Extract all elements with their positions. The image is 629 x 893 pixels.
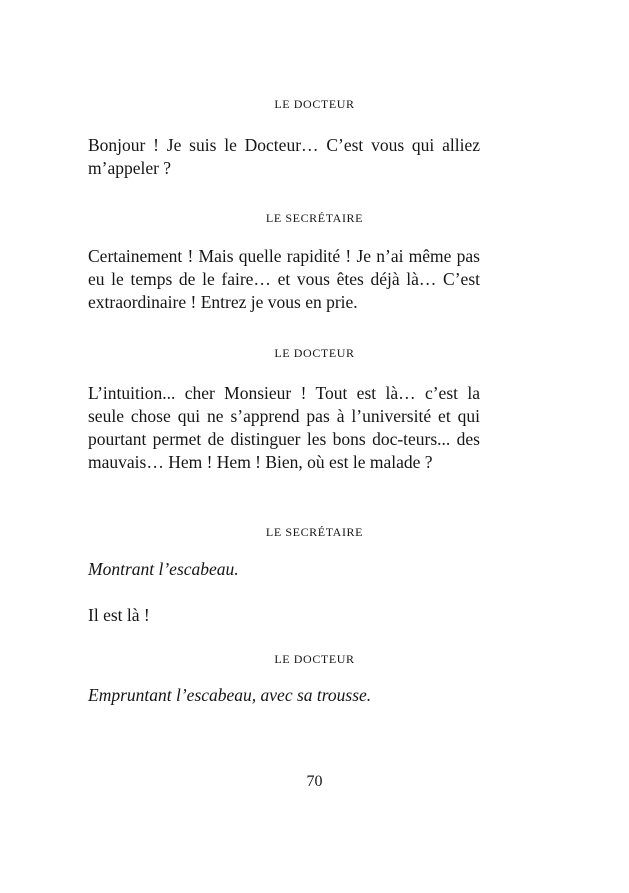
dialogue-text: Il est là !	[88, 605, 150, 625]
speaker-label: LE SECRÉTAIRE	[265, 211, 364, 225]
stage-direction: Empruntant l’escabeau, avec sa trousse.	[88, 685, 372, 705]
speaker-label: LE SECRÉTAIRE	[265, 525, 364, 539]
speaker-label: LE DOCTEUR	[274, 346, 355, 360]
speaker-label: LE DOCTEUR	[274, 97, 355, 111]
dialogue-text: L’intuition... cher Monsieur ! Tout est là… c’est la seule chose qui ne s’apprend pas à l’université et qui pourtant permet de distinguer les bons doc-teurs... des mauvais… Hem ! Hem ! Bien, où est le malade ?	[88, 383, 480, 472]
stage-direction: Montrant l’escabeau.	[88, 559, 239, 579]
dialogue-text: Bonjour ! Je suis le Docteur… C’est vous qui alliez m’appeler ?	[88, 135, 480, 178]
page-number: 70	[306, 773, 323, 790]
speaker-label: LE DOCTEUR	[274, 652, 355, 666]
dialogue-text: Certainement ! Mais quelle rapidité ! Je n’ai même pas eu le temps de le faire… et vous êtes déjà là… C’est extraordinaire ! Entrez je vous en prie.	[88, 246, 480, 312]
